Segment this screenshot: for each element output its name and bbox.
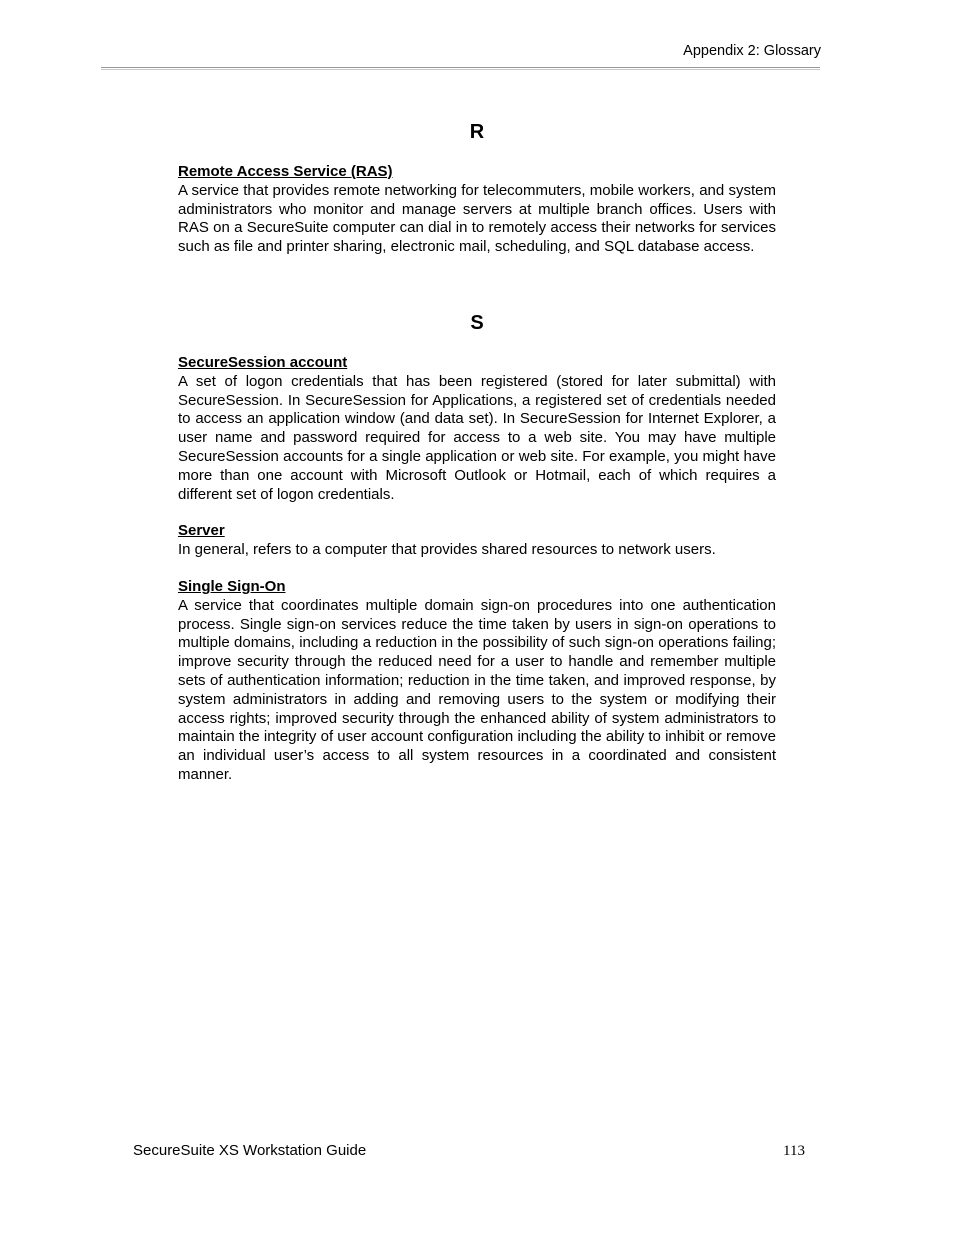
running-header: Appendix 2: Glossary [683, 43, 821, 59]
running-footer-title: SecureSuite XS Workstation Guide [133, 1142, 367, 1159]
glossary-content [178, 118, 776, 803]
header-rule [101, 67, 820, 70]
glossary-entry [178, 163, 776, 257]
glossary-definition: In general, refers to a computer that provides shared resources to network users. [178, 541, 716, 559]
glossary-term: SecureSession account [178, 353, 348, 371]
glossary-term: Remote Access Service (RAS) [178, 163, 393, 180]
glossary-definition: A set of logon credentials that has been registered (stored for later submittal) with SecureSession. In SecureSession for Applications, a registered set of credentials needed to access an application window (and data set). In SecureSession for Internet Explorer, a user name and password required for access to a web site. You may have multiple SecureSession accounts for a single application or web site. For example, you might have more than one account with Microsoft Outlook or Hotmail, each of which requires a different set of logon credentials. [178, 372, 776, 503]
glossary-entry [178, 354, 776, 504]
page-number: 113 [783, 1143, 805, 1159]
glossary-entry [178, 578, 776, 785]
glossary-entry [178, 522, 776, 560]
section-letter-r: R [469, 121, 485, 143]
glossary-definition: A service that provides remote networking for telecommuters, mobile workers, and system administrators who monitor and manage servers at multiple branch offices. Users with RAS on a SecureSuite computer can dial in to remotely access their networks for services such as file and printer sharing, electronic mail, scheduling, and SQL database access. [178, 181, 776, 256]
glossary-definition: A service that coordinates multiple domain sign-on procedures into one authentication process. Single sign-on services reduce the time taken by users in sign-on operations to multiple domains, including a reduction in the possibility of such sign-on operations failing; improve security through the reduced need for a user to handle and remember multiple sets of authentication information; reduction in the time taken, and improved response, by system administrators in adding and removing users to the system or modifying their access rights; improved security through the enhanced ability of system administrators to maintain the integrity of user account configuration including the ability to inhibit or remove an individual user’s access to all system resources in a coordinated and consistent manner. [178, 596, 776, 783]
section-letter-s: S [470, 311, 484, 334]
glossary-term: Server [178, 522, 225, 540]
glossary-term: Single Sign-On [178, 577, 286, 595]
